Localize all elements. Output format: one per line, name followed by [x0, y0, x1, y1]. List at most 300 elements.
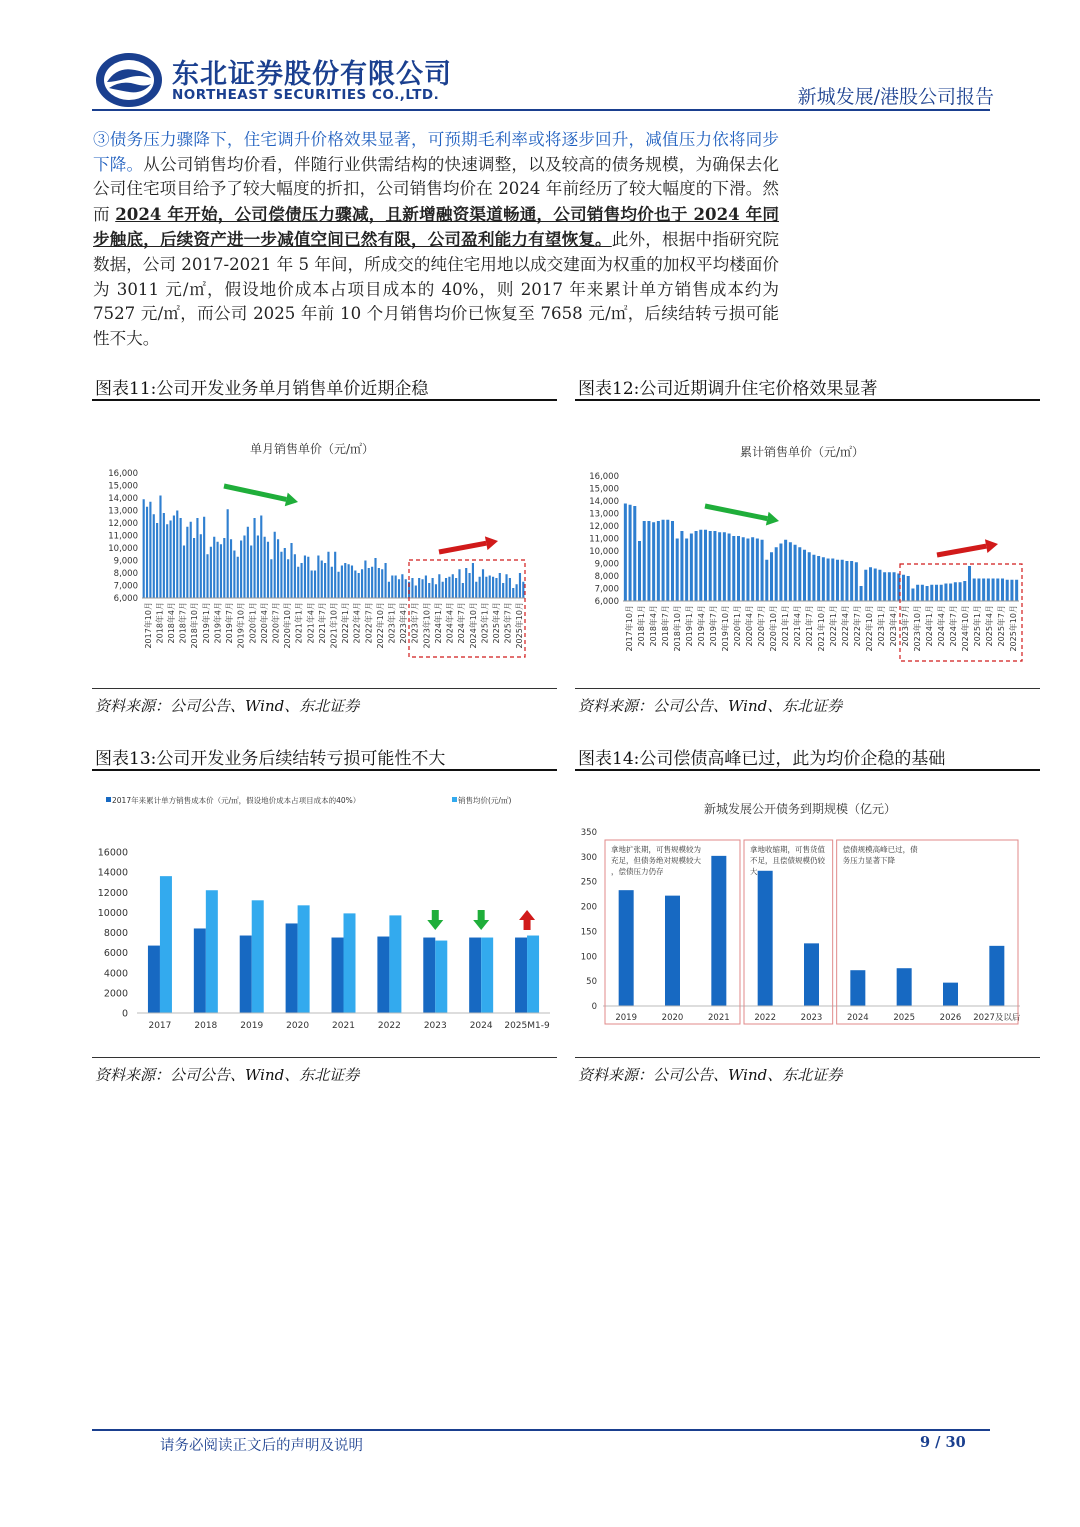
y-tick-label: 10,000: [589, 547, 619, 557]
bar-price: [206, 890, 218, 1013]
bar: [949, 584, 952, 602]
x-tick-label: 2022年1月: [341, 602, 351, 644]
bar: [213, 537, 215, 598]
bar: [435, 584, 437, 598]
bar: [968, 566, 971, 601]
x-tick-label: 2022年7月: [853, 605, 862, 647]
bar: [827, 559, 830, 602]
bar: [364, 561, 366, 599]
fig12-bottom-rule: [575, 688, 1040, 689]
x-tick-label: 2019年10月: [236, 602, 246, 649]
y-tick-label: 100: [580, 952, 597, 963]
x-tick-label: 2017: [148, 1021, 172, 1031]
y-tick-label: 16,000: [108, 469, 138, 479]
y-tick-label: 10,000: [108, 544, 138, 554]
fig12-source: 资料来源：公司公告、Wind、东北证券: [578, 697, 843, 715]
bar: [146, 507, 148, 598]
x-tick-label: 2018年1月: [155, 602, 165, 644]
bar: [817, 556, 820, 601]
bar: [415, 586, 417, 599]
y-tick-label: 11,000: [589, 534, 619, 545]
bar: [804, 943, 819, 1006]
x-tick-label: 2018年10月: [190, 602, 200, 649]
x-tick-label: 2019年4月: [213, 602, 223, 644]
bar: [935, 585, 938, 601]
legend-swatch-price: [452, 797, 457, 802]
bar: [662, 520, 665, 601]
y-tick-label: 12,000: [589, 522, 619, 532]
x-tick-label: 2021年7月: [317, 602, 327, 644]
bar: [206, 554, 208, 598]
x-tick-label: 2021年1月: [781, 605, 790, 647]
y-tick-label: 9,000: [113, 556, 138, 567]
x-tick-label: 2018: [194, 1021, 218, 1031]
x-tick-label: 2019: [615, 1013, 637, 1023]
x-tick-label: 2018年7月: [178, 602, 188, 644]
x-tick-label: 2022: [377, 1021, 401, 1031]
bar: [516, 584, 518, 598]
y-tick-label: 15,000: [589, 484, 619, 495]
bar-price: [344, 913, 356, 1013]
bar: [421, 579, 423, 598]
y-tick-label: 14,000: [108, 494, 138, 504]
company-name-cn: 东北证券股份有限公司: [172, 59, 452, 90]
x-tick-label: 2019年10月: [721, 605, 730, 652]
bar-cost: [332, 938, 344, 1013]
bar: [977, 579, 980, 602]
bar: [143, 499, 145, 598]
y-tick-label: 4000: [103, 968, 128, 980]
bar: [954, 582, 957, 601]
x-tick-label: 2021年1月: [294, 602, 304, 644]
bar: [247, 527, 249, 598]
bar: [381, 569, 383, 598]
bar: [284, 548, 286, 598]
chart-title: 新城发展公开债务到期规模（亿元）: [703, 802, 897, 816]
company-name-en: NORTHEAST SECURITIES CO.,LTD.: [172, 87, 440, 103]
bar-cost: [240, 936, 252, 1013]
legend-label-price: 销售均价(元/㎡): [458, 796, 512, 805]
bar: [304, 556, 306, 599]
bar: [186, 527, 188, 598]
bar: [200, 534, 202, 598]
bar: [290, 543, 292, 598]
bar: [337, 572, 339, 598]
bar-cost: [148, 946, 160, 1013]
bar-price: [435, 941, 447, 1013]
bar-cost: [194, 928, 206, 1013]
green-trend-arrow: [705, 506, 779, 525]
bar: [878, 570, 881, 601]
down-arrow: [473, 910, 489, 930]
period-note: 大: [750, 867, 758, 876]
x-tick-label: 2024: [847, 1013, 869, 1023]
period-note: 偿债规模高峰已过，债: [842, 845, 918, 854]
x-tick-label: 2017年10月: [625, 605, 634, 652]
bar: [190, 522, 192, 598]
bar-price: [298, 905, 310, 1013]
period-note: 拿地收缩期，可售货值: [750, 845, 825, 854]
bar: [784, 540, 787, 601]
x-tick-label: 2020年1月: [248, 602, 258, 644]
x-tick-label: 2020年10月: [769, 605, 778, 652]
x-tick-label: 2018年4月: [649, 605, 658, 647]
bar: [324, 563, 326, 598]
y-tick-label: 200: [580, 902, 597, 913]
bar: [176, 511, 178, 599]
bar: [331, 567, 333, 598]
page-number: 9 / 30: [920, 1434, 966, 1451]
bar: [405, 579, 407, 598]
bar: [624, 504, 627, 602]
bar: [159, 496, 161, 599]
bar: [940, 585, 943, 601]
bar: [704, 530, 707, 601]
x-tick-label: 2025: [893, 1013, 915, 1023]
bar: [479, 577, 481, 598]
bar: [718, 532, 721, 601]
x-tick-label: 2022年1月: [829, 605, 838, 647]
fig12-title: 图表12:公司近期调升住宅价格效果显著: [578, 379, 878, 399]
bar: [428, 583, 430, 598]
fig13-top-rule: [92, 769, 557, 771]
bar: [902, 575, 905, 601]
bar: [633, 506, 636, 601]
bar: [959, 582, 962, 601]
bar: [243, 536, 245, 599]
bar: [893, 572, 896, 601]
bar: [418, 578, 420, 598]
bar: [855, 562, 858, 601]
y-tick-label: 2000: [103, 988, 128, 1000]
bar: [230, 539, 232, 598]
red-trend-arrow: [439, 536, 498, 552]
fig11-chart: [92, 435, 557, 665]
y-tick-label: 15,000: [108, 481, 138, 492]
y-tick-label: 6,000: [594, 597, 619, 607]
bar: [411, 578, 413, 598]
bar: [690, 534, 693, 602]
bar: [798, 547, 801, 601]
bar: [253, 518, 255, 598]
bar: [803, 550, 806, 601]
bar: [685, 539, 688, 602]
bar: [237, 557, 239, 598]
x-tick-label: 2019年1月: [201, 602, 211, 644]
bar: [314, 571, 316, 599]
x-tick-label: 2024年10月: [468, 602, 478, 649]
bar: [398, 579, 400, 598]
fig14-title: 图表14:公司偿债高峰已过，此为均价企稳的基础: [578, 749, 946, 769]
bar: [163, 513, 165, 598]
x-tick-label: 2023年4月: [889, 605, 898, 647]
y-tick-label: 250: [580, 877, 597, 888]
fig11-title: 图表11:公司开发业务单月销售单价近期企稳: [95, 379, 429, 399]
bar: [671, 521, 674, 601]
x-tick-label: 2024年4月: [937, 605, 946, 647]
fig12-top-rule: [575, 399, 1040, 401]
bar: [358, 573, 360, 598]
bar: [264, 537, 266, 598]
bar: [850, 561, 853, 601]
bar: [765, 560, 768, 601]
bar: [384, 563, 386, 598]
bar: [388, 582, 390, 598]
bar: [368, 568, 370, 598]
bar: [432, 578, 434, 598]
x-tick-label: 2022年4月: [352, 602, 362, 644]
bar-price: [160, 876, 172, 1013]
y-tick-label: 8000: [103, 928, 128, 939]
x-tick-label: 2022年7月: [364, 602, 374, 644]
x-tick-label: 2022年10月: [375, 602, 385, 649]
y-tick-label: 8,000: [113, 569, 138, 579]
x-tick-label: 2020: [661, 1013, 684, 1023]
x-tick-label: 2020年4月: [745, 605, 754, 647]
bar: [321, 561, 323, 599]
bar: [756, 539, 759, 602]
bar: [831, 559, 834, 602]
bar: [789, 542, 792, 601]
y-tick-label: 0: [121, 1008, 128, 1020]
bar: [280, 552, 282, 598]
bar: [462, 583, 464, 598]
fig12-chart: [575, 438, 1040, 668]
bar: [836, 560, 839, 601]
x-tick-label: 2025年7月: [997, 605, 1006, 647]
bar: [1001, 579, 1004, 602]
x-tick-label: 2022年10月: [865, 605, 874, 652]
bar: [492, 577, 494, 598]
x-tick-label: 2018年4月: [167, 602, 177, 644]
fig14-top-rule: [575, 769, 1040, 771]
bar: [445, 578, 447, 598]
bar: [522, 582, 524, 598]
bar: [676, 539, 679, 602]
x-tick-label: 2024年1月: [433, 602, 443, 644]
bar: [371, 567, 373, 598]
bar: [695, 531, 698, 601]
bar: [452, 574, 454, 598]
period-note: 拿地扩张期，可售规模较为: [611, 845, 701, 854]
bar: [860, 586, 863, 601]
x-tick-label: 2023年1月: [877, 605, 886, 647]
x-tick-label: 2024年1月: [925, 605, 934, 647]
x-tick-label: 2023年10月: [913, 605, 922, 652]
bar: [723, 532, 726, 601]
y-tick-label: 9,000: [594, 559, 619, 570]
bar: [499, 573, 501, 598]
bar: [485, 577, 487, 598]
bar: [378, 568, 380, 598]
bar: [267, 542, 269, 598]
bar: [183, 546, 185, 599]
x-tick-label: 2020年1月: [733, 605, 742, 647]
bar: [374, 558, 376, 598]
bar: [897, 968, 912, 1006]
bar: [761, 540, 764, 601]
y-tick-label: 11,000: [108, 531, 138, 542]
bar: [455, 578, 457, 598]
bar: [277, 539, 279, 598]
fig13-chart: [92, 780, 557, 1050]
red-trend-arrow: [937, 539, 998, 555]
bar: [746, 539, 749, 602]
y-tick-label: 50: [586, 977, 597, 988]
bar: [482, 569, 484, 598]
bar: [495, 578, 497, 598]
lead-sentence: ③债务压力骤降下，住宅调升价格效果显著，可预期毛利率或将逐步回升，减值压力依将同步下降。: [93, 130, 779, 174]
x-tick-label: 2025年4月: [491, 602, 501, 644]
fig14-chart: [575, 790, 1040, 1035]
y-tick-label: 12000: [97, 887, 128, 899]
x-tick-label: 2021年10月: [329, 602, 339, 649]
x-tick-label: 2019年1月: [685, 605, 694, 647]
bar: [874, 569, 877, 602]
bar-cost: [377, 937, 389, 1013]
x-tick-label: 2025年10月: [515, 602, 525, 649]
bar: [287, 559, 289, 598]
bar: [619, 890, 634, 1006]
x-tick-label: 2023年7月: [410, 602, 420, 644]
bar: [341, 566, 343, 599]
chart-title: 单月销售单价（元/㎡）: [249, 442, 375, 456]
x-tick-label: 2018年10月: [673, 605, 682, 652]
bar: [1006, 580, 1009, 601]
x-tick-label: 2023: [800, 1013, 823, 1023]
bar: [680, 531, 683, 601]
bar: [156, 523, 158, 598]
bar-cost: [286, 923, 298, 1013]
x-tick-label: 2021年4月: [306, 602, 316, 644]
paragraph-text-2: 此外，根据中指研究院数据，公司 2017-2021 年 5 年间，所成交的纯住宅用地以成交建面为权重的加权平均楼面价为 3011 元/㎡，假设地价成本占项目成本的 40%，则 2017 年来累计单方销售成本约为 7527 元/㎡，而公司 2025 年前 10 个月销售均价已恢复至 7658 元/㎡，后续结转亏损可能性不大。: [93, 230, 780, 348]
x-tick-label: 2025年1月: [973, 605, 982, 647]
fig11-bottom-rule: [92, 688, 557, 689]
y-tick-label: 12,000: [108, 519, 138, 529]
x-tick-label: 2025年4月: [985, 605, 994, 647]
x-tick-label: 2019年7月: [225, 602, 235, 644]
bar: [196, 518, 198, 598]
bar: [294, 554, 296, 598]
bar: [425, 576, 427, 599]
fig14-source: 资料来源：公司公告、Wind、东北证券: [578, 1066, 843, 1084]
bar-cost: [469, 938, 481, 1013]
bar: [794, 545, 797, 601]
bar: [220, 544, 222, 598]
bar: [643, 521, 646, 601]
bar: [307, 557, 309, 598]
bar: [274, 532, 276, 598]
bar: [203, 517, 205, 598]
bar: [911, 589, 914, 602]
bar-price: [481, 938, 493, 1013]
bar: [472, 563, 474, 598]
footer-rule: [92, 1429, 990, 1431]
bar: [297, 567, 299, 598]
bar-price: [252, 900, 264, 1013]
bar: [334, 552, 336, 598]
bar: [519, 573, 521, 598]
x-tick-label: 2025年10月: [1009, 605, 1018, 652]
x-tick-label: 2020年7月: [271, 602, 281, 644]
header-rule: [92, 109, 990, 111]
bar: [458, 569, 460, 598]
x-tick-label: 2024年10月: [961, 605, 970, 652]
bar: [348, 564, 350, 598]
bar: [169, 521, 171, 599]
bar: [699, 530, 702, 601]
paragraph-emphasis: 2024 年开始，公司偿债压力骤减，且新增融资渠道畅通，公司销售均价也于 2024 年同步触底，后续资产进一步减值空间已然有限，公司盈利能力有望恢复。: [93, 203, 779, 250]
bar: [841, 560, 844, 601]
bar: [166, 524, 168, 598]
legend-swatch-cost: [106, 797, 111, 802]
period-note: 务压力显著下降: [842, 856, 896, 865]
bar: [751, 537, 754, 601]
bar: [770, 552, 773, 601]
y-tick-label: 14,000: [589, 497, 619, 507]
bar: [973, 579, 976, 602]
legend-label-cost: 2017年来累计单方销售成本价（元/㎡，假设地价成本占项目成本的40%）: [112, 796, 361, 805]
bar: [629, 505, 632, 601]
bar: [217, 542, 219, 598]
x-tick-label: 2017年10月: [143, 602, 153, 649]
bar: [711, 856, 726, 1006]
bar: [992, 579, 995, 602]
bar: [638, 541, 641, 601]
x-tick-label: 2023年10月: [422, 602, 432, 649]
x-tick-label: 2022年4月: [841, 605, 850, 647]
x-tick-label: 2019年4月: [697, 605, 706, 647]
x-tick-label: 2024: [469, 1021, 493, 1031]
bar: [737, 536, 740, 601]
bar: [713, 531, 716, 601]
x-tick-label: 2021年4月: [793, 605, 802, 647]
bar: [869, 567, 872, 601]
fig13-bottom-rule: [92, 1057, 557, 1058]
bar: [742, 537, 745, 601]
period-note: 充足，但债务绝对规模较大: [611, 856, 701, 865]
bar: [354, 571, 356, 599]
bar-price: [389, 915, 401, 1013]
x-tick-label: 2021: [708, 1013, 730, 1023]
bar: [812, 555, 815, 601]
bar: [850, 970, 865, 1006]
bar: [270, 559, 272, 598]
x-tick-label: 2020年4月: [259, 602, 269, 644]
x-tick-label: 2023: [423, 1021, 447, 1031]
bar: [250, 546, 252, 599]
bar: [982, 579, 985, 602]
y-tick-label: 13,000: [108, 506, 138, 517]
bar: [665, 896, 680, 1006]
bar: [888, 572, 891, 601]
bar: [317, 556, 319, 599]
y-tick-label: 7,000: [113, 581, 138, 592]
fig13-source: 资料来源：公司公告、Wind、东北证券: [95, 1066, 360, 1084]
bar: [448, 577, 450, 598]
x-tick-label: 2022: [754, 1013, 776, 1023]
x-tick-label: 2023年4月: [399, 602, 409, 644]
bar: [223, 538, 225, 598]
bar-cost: [515, 938, 527, 1013]
bar: [438, 574, 440, 598]
bar: [652, 522, 655, 601]
y-tick-label: 0: [591, 1002, 597, 1012]
body-paragraph: [93, 128, 779, 351]
bar: [505, 574, 507, 598]
bar: [227, 509, 229, 598]
bar: [758, 871, 773, 1006]
